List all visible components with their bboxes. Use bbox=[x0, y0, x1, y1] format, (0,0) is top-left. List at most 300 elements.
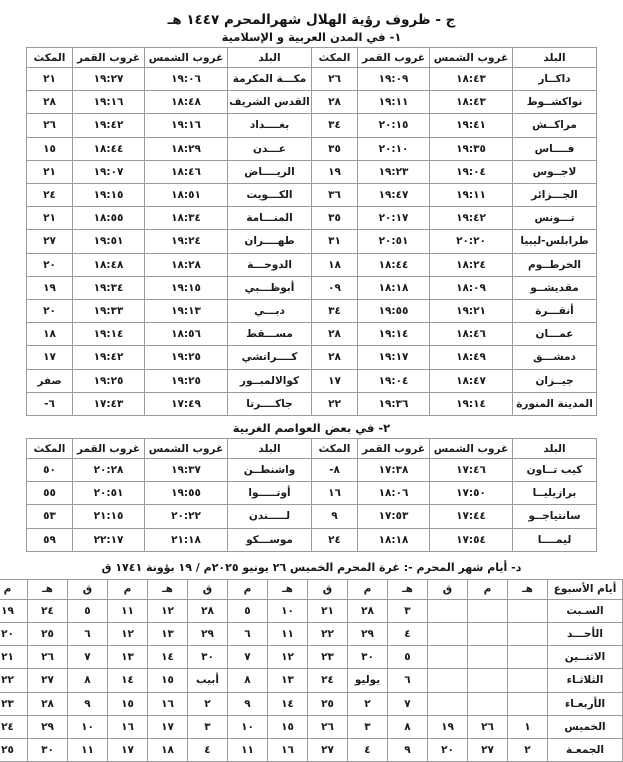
col-header-q-group-3: ق bbox=[188, 579, 228, 599]
section-d-title: د- أيام شهر المحرم -: غرة المحرم الخميس ٢٦ يونيو ٢٠٢٥م / ١٩ بؤونة ١٧٤١ ق bbox=[101, 560, 522, 574]
islamic-moonset-right: ١٩:٠٤ bbox=[358, 369, 430, 392]
table-row bbox=[0, 715, 623, 738]
islamic-sunset-left: ١٨:٥١ bbox=[145, 184, 228, 207]
islamic-stay-left: ٢١ bbox=[27, 160, 73, 183]
islamic-moonset-right: ١٩:١٤ bbox=[358, 323, 430, 346]
weekday-label: الجمعـة bbox=[548, 739, 623, 762]
day-cell-h-group-4: ١٦ bbox=[148, 692, 188, 715]
islamic-moonset-left: ١٩:١٤ bbox=[73, 323, 145, 346]
islamic-city-left: كوالالمبــور bbox=[228, 369, 312, 392]
table-row bbox=[27, 253, 597, 276]
day-cell-q-group-2: ٢٣ bbox=[308, 646, 348, 669]
day-cell-q-group-3: ٣ bbox=[188, 715, 228, 738]
islamic-stay-left: ٦- bbox=[27, 392, 73, 415]
islamic-moonset-right: ٢٠:١٥ bbox=[358, 114, 430, 137]
table-row bbox=[27, 482, 597, 505]
day-cell-m-group-2: ٣٠ bbox=[348, 646, 388, 669]
col-header-sunset-right: غروب الشمس bbox=[430, 439, 513, 459]
day-cell-q-group-3: ٢٨ bbox=[188, 599, 228, 622]
islamic-city-right: مقديشــو bbox=[513, 276, 597, 299]
table-row bbox=[27, 369, 597, 392]
western-stay-right: ٢٤ bbox=[312, 528, 358, 551]
table-header-row bbox=[27, 439, 597, 459]
islamic-stay-right: ٣٥ bbox=[312, 137, 358, 160]
col-header-stay-right: المكث bbox=[312, 48, 358, 68]
table-row bbox=[27, 505, 597, 528]
islamic-stay-right: ٣٥ bbox=[312, 207, 358, 230]
table-row bbox=[0, 692, 623, 715]
day-cell-m-group-1 bbox=[468, 692, 508, 715]
day-cell-m-group-1 bbox=[468, 623, 508, 646]
day-cell-m-group-2: ٢ bbox=[348, 692, 388, 715]
islamic-city-right: تـــونس bbox=[513, 207, 597, 230]
islamic-moonset-left: ١٧:٤٣ bbox=[73, 392, 145, 415]
islamic-moonset-left: ١٩:٢٧ bbox=[73, 68, 145, 91]
month-days-table bbox=[0, 579, 623, 762]
col-header-q-group-4: ق bbox=[68, 579, 108, 599]
western-sunset-left: ٢١:١٨ bbox=[145, 528, 228, 551]
islamic-cities-body bbox=[27, 68, 597, 416]
islamic-stay-left: صفر bbox=[27, 369, 73, 392]
day-cell-q-group-4: ٦ bbox=[68, 623, 108, 646]
day-cell-h-group-1 bbox=[508, 623, 548, 646]
islamic-stay-left: ٢١ bbox=[27, 68, 73, 91]
islamic-moonset-left: ١٩:٢٥ bbox=[73, 369, 145, 392]
islamic-moonset-right: ١٩:١٧ bbox=[358, 346, 430, 369]
weekday-label: الأربعـاء bbox=[548, 692, 623, 715]
col-header-stay-left: المكث bbox=[27, 439, 73, 459]
day-cell-h-group-5: ٣٠ bbox=[28, 739, 68, 762]
islamic-city-left: جاكــــرتا bbox=[228, 392, 312, 415]
islamic-city-left: الدوحـــة bbox=[228, 253, 312, 276]
western-city-right: كيب تــاون bbox=[513, 459, 597, 482]
islamic-stay-right: ٢٢ bbox=[312, 392, 358, 415]
col-header-moonset-left: غروب القمر bbox=[73, 48, 145, 68]
islamic-stay-left: ٢١ bbox=[27, 207, 73, 230]
table-row bbox=[27, 323, 597, 346]
islamic-stay-right: ٢٨ bbox=[312, 323, 358, 346]
day-cell-q-group-4: ٨ bbox=[68, 669, 108, 692]
islamic-city-right: نواكشــوط bbox=[513, 91, 597, 114]
day-cell-h-group-3: ١٣ bbox=[268, 669, 308, 692]
day-cell-q-group-3: ٢٩ bbox=[188, 623, 228, 646]
islamic-stay-left: ٢٧ bbox=[27, 230, 73, 253]
document-page bbox=[0, 12, 623, 757]
table-row bbox=[27, 392, 597, 415]
islamic-city-left: مكـــة المكرمة bbox=[228, 68, 312, 91]
col-header-m-group-4: م bbox=[108, 579, 148, 599]
day-cell-h-group-4: ١٤ bbox=[148, 646, 188, 669]
table-row bbox=[0, 669, 623, 692]
table-row bbox=[0, 599, 623, 622]
day-cell-m-group-4: ١٣ bbox=[108, 646, 148, 669]
section-1-title: ١- في المدن العربية و الإسلامية bbox=[221, 30, 402, 44]
day-cell-h-group-1 bbox=[508, 599, 548, 622]
day-cell-q-group-1 bbox=[428, 623, 468, 646]
western-sunset-left: ٢٠:٢٢ bbox=[145, 505, 228, 528]
islamic-stay-left: ١٩ bbox=[27, 276, 73, 299]
weekday-label: السـبت bbox=[548, 599, 623, 622]
day-cell-m-group-1 bbox=[468, 646, 508, 669]
islamic-sunset-right: ١٨:٤٦ bbox=[430, 323, 513, 346]
islamic-stay-right: ١٧ bbox=[312, 369, 358, 392]
day-cell-h-group-1: ١ bbox=[508, 715, 548, 738]
table-row bbox=[27, 68, 597, 91]
day-cell-q-group-1 bbox=[428, 692, 468, 715]
islamic-sunset-right: ١٩:٠٤ bbox=[430, 160, 513, 183]
page-title: ج - ظروف رؤية الهلال شهرالمحرم ١٤٤٧ هـ bbox=[167, 12, 456, 28]
islamic-moonset-right: ١٨:١٨ bbox=[358, 276, 430, 299]
day-cell-h-group-3: ١٥ bbox=[268, 715, 308, 738]
col-header-city-right: البلد bbox=[513, 439, 597, 459]
western-moonset-left: ٢٠:٢٨ bbox=[73, 459, 145, 482]
islamic-sunset-left: ١٩:٢٥ bbox=[145, 369, 228, 392]
western-stay-right: ١٦ bbox=[312, 482, 358, 505]
table-row bbox=[27, 184, 597, 207]
islamic-city-right: جيــزان bbox=[513, 369, 597, 392]
islamic-sunset-left: ١٩:١٥ bbox=[145, 276, 228, 299]
islamic-sunset-right: ١٩:٤٢ bbox=[430, 207, 513, 230]
islamic-stay-left: ١٥ bbox=[27, 137, 73, 160]
col-header-h-group-4: هـ bbox=[148, 579, 188, 599]
day-cell-m-group-1 bbox=[468, 669, 508, 692]
islamic-moonset-right: ١٩:٠٩ bbox=[358, 68, 430, 91]
islamic-stay-right: ١٩ bbox=[312, 160, 358, 183]
day-cell-h-group-5: ٢٩ bbox=[28, 715, 68, 738]
day-cell-h-group-2: ٨ bbox=[388, 715, 428, 738]
islamic-city-right: الجـــزائر bbox=[513, 184, 597, 207]
islamic-city-right: لاجــوس bbox=[513, 160, 597, 183]
islamic-city-right: داكــار bbox=[513, 68, 597, 91]
day-cell-h-group-4: ١٧ bbox=[148, 715, 188, 738]
col-header-city-left: البلد bbox=[228, 48, 312, 68]
western-cities-body bbox=[27, 459, 597, 552]
islamic-moonset-left: ١٩:٤٢ bbox=[73, 346, 145, 369]
islamic-sunset-left: ١٩:٠٦ bbox=[145, 68, 228, 91]
day-cell-h-group-4: ١٢ bbox=[148, 599, 188, 622]
islamic-stay-right: ٠٩ bbox=[312, 276, 358, 299]
day-cell-h-group-5: ٢٥ bbox=[28, 623, 68, 646]
islamic-moonset-right: ١٩:٢٣ bbox=[358, 160, 430, 183]
day-cell-m-group-4: ١٢ bbox=[108, 623, 148, 646]
col-header-weekday: أيام الأسبوع bbox=[548, 579, 623, 599]
western-city-left: موســـكو bbox=[228, 528, 312, 551]
day-cell-h-group-3: ١٦ bbox=[268, 739, 308, 762]
islamic-city-left: دبـــي bbox=[228, 300, 312, 323]
day-cell-m-group-5: ٢٠ bbox=[0, 623, 28, 646]
day-cell-h-group-5: ٢٨ bbox=[28, 692, 68, 715]
col-header-sunset-left: غروب الشمس bbox=[145, 48, 228, 68]
western-stay-right: ٩ bbox=[312, 505, 358, 528]
day-cell-q-group-3: ٤ bbox=[188, 739, 228, 762]
islamic-sunset-left: ١٩:٢٤ bbox=[145, 230, 228, 253]
table-row bbox=[0, 623, 623, 646]
col-header-city-left: البلد bbox=[228, 439, 312, 459]
day-cell-h-group-3: ١١ bbox=[268, 623, 308, 646]
western-moonset-right: ١٨:١٨ bbox=[358, 528, 430, 551]
islamic-sunset-right: ١٩:٣٥ bbox=[430, 137, 513, 160]
islamic-sunset-right: ١٩:٢١ bbox=[430, 300, 513, 323]
islamic-stay-right: ٢٨ bbox=[312, 91, 358, 114]
islamic-moonset-left: ١٨:٤٤ bbox=[73, 137, 145, 160]
islamic-stay-right: ٣٦ bbox=[312, 184, 358, 207]
islamic-moonset-left: ١٩:١٥ bbox=[73, 184, 145, 207]
western-city-left: واشنطــن bbox=[228, 459, 312, 482]
islamic-sunset-right: ١٩:١٤ bbox=[430, 392, 513, 415]
weekday-label: الثلاثـاء bbox=[548, 669, 623, 692]
western-sunset-right: ١٧:٥٤ bbox=[430, 528, 513, 551]
day-cell-h-group-1: ٢ bbox=[508, 739, 548, 762]
islamic-city-right: المدينة المنورة bbox=[513, 392, 597, 415]
day-cell-q-group-4: ٧ bbox=[68, 646, 108, 669]
day-cell-m-group-2: ٣ bbox=[348, 715, 388, 738]
day-cell-m-group-1: ٢٧ bbox=[468, 739, 508, 762]
western-sunset-left: ١٩:٥٥ bbox=[145, 482, 228, 505]
day-cell-m-group-2: ٤ bbox=[348, 739, 388, 762]
islamic-city-left: طهــــران bbox=[228, 230, 312, 253]
day-cell-q-group-2: ٢٧ bbox=[308, 739, 348, 762]
islamic-stay-right: ٣١ bbox=[312, 230, 358, 253]
western-moonset-left: ٢١:١٥ bbox=[73, 505, 145, 528]
western-stay-left: ٥٣ bbox=[27, 505, 73, 528]
day-cell-q-group-2: ٢٥ bbox=[308, 692, 348, 715]
day-cell-m-group-3: ٦ bbox=[228, 623, 268, 646]
day-cell-q-group-4: ١٠ bbox=[68, 715, 108, 738]
day-cell-m-group-4: ١١ bbox=[108, 599, 148, 622]
table-row bbox=[27, 459, 597, 482]
weekday-label: الاثنــين bbox=[548, 646, 623, 669]
day-cell-h-group-5: ٢٤ bbox=[28, 599, 68, 622]
day-cell-m-group-4: ١٥ bbox=[108, 692, 148, 715]
western-stay-left: ٥٩ bbox=[27, 528, 73, 551]
col-header-sunset-right: غروب الشمس bbox=[430, 48, 513, 68]
col-header-m-group-3: م bbox=[228, 579, 268, 599]
day-cell-m-group-2: يوليو bbox=[348, 669, 388, 692]
day-cell-m-group-3: ٩ bbox=[228, 692, 268, 715]
day-cell-q-group-1: ١٩ bbox=[428, 715, 468, 738]
islamic-city-right: فــــاس bbox=[513, 137, 597, 160]
islamic-moonset-left: ١٩:٣٤ bbox=[73, 276, 145, 299]
islamic-moonset-left: ١٩:١٦ bbox=[73, 91, 145, 114]
islamic-stay-left: ٢٨ bbox=[27, 91, 73, 114]
islamic-moonset-right: ٢٠:١٧ bbox=[358, 207, 430, 230]
day-cell-q-group-3: ٢ bbox=[188, 692, 228, 715]
day-cell-h-group-2: ٦ bbox=[388, 669, 428, 692]
islamic-sunset-left: ١٨:٢٨ bbox=[145, 253, 228, 276]
col-header-stay-left: المكث bbox=[27, 48, 73, 68]
day-cell-h-group-2: ٧ bbox=[388, 692, 428, 715]
islamic-sunset-right: ١٨:٢٤ bbox=[430, 253, 513, 276]
islamic-city-left: كــــراتشي bbox=[228, 346, 312, 369]
islamic-city-left: المنـــامة bbox=[228, 207, 312, 230]
islamic-sunset-left: ١٨:٤٨ bbox=[145, 91, 228, 114]
islamic-moonset-right: ١٩:٤٧ bbox=[358, 184, 430, 207]
islamic-moonset-right: ١٩:٣٦ bbox=[358, 392, 430, 415]
islamic-moonset-left: ١٨:٤٨ bbox=[73, 253, 145, 276]
day-cell-h-group-4: ١٥ bbox=[148, 669, 188, 692]
day-cell-m-group-4: ١٦ bbox=[108, 715, 148, 738]
day-cell-h-group-1 bbox=[508, 669, 548, 692]
day-cell-m-group-5: ٢٤ bbox=[0, 715, 28, 738]
islamic-city-right: مراكــش bbox=[513, 114, 597, 137]
islamic-city-left: مســـقط bbox=[228, 323, 312, 346]
day-cell-h-group-3: ١٢ bbox=[268, 646, 308, 669]
day-cell-q-group-1 bbox=[428, 669, 468, 692]
islamic-city-right: دمشـــق bbox=[513, 346, 597, 369]
day-cell-q-group-3: ٣٠ bbox=[188, 646, 228, 669]
day-cell-h-group-2: ٣ bbox=[388, 599, 428, 622]
day-cell-h-group-1 bbox=[508, 646, 548, 669]
day-cell-q-group-1: ٢٠ bbox=[428, 739, 468, 762]
islamic-city-left: عـــدن bbox=[228, 137, 312, 160]
islamic-stay-right: ٣٤ bbox=[312, 300, 358, 323]
table-row bbox=[27, 91, 597, 114]
col-header-m-group-1: م bbox=[468, 579, 508, 599]
table-row bbox=[27, 230, 597, 253]
islamic-sunset-left: ١٨:٥٦ bbox=[145, 323, 228, 346]
day-cell-m-group-1 bbox=[468, 599, 508, 622]
day-cell-h-group-2: ٩ bbox=[388, 739, 428, 762]
islamic-moonset-left: ١٩:٥١ bbox=[73, 230, 145, 253]
islamic-sunset-right: ١٨:٠٩ bbox=[430, 276, 513, 299]
western-city-right: برازيليــا bbox=[513, 482, 597, 505]
table-row bbox=[27, 528, 597, 551]
islamic-cities-table bbox=[26, 47, 597, 416]
day-cell-h-group-1 bbox=[508, 692, 548, 715]
western-moonset-left: ٢٢:١٧ bbox=[73, 528, 145, 551]
islamic-stay-left: ٢٦ bbox=[27, 114, 73, 137]
western-stay-left: ٥٥ bbox=[27, 482, 73, 505]
col-header-moonset-right: غروب القمر bbox=[358, 48, 430, 68]
islamic-stay-right: ٢٦ bbox=[312, 68, 358, 91]
col-header-sunset-left: غروب الشمس bbox=[145, 439, 228, 459]
islamic-sunset-left: ١٨:٤٦ bbox=[145, 160, 228, 183]
islamic-city-left: القدس الشريف bbox=[228, 91, 312, 114]
day-cell-m-group-3: ١١ bbox=[228, 739, 268, 762]
col-header-h-group-1: هـ bbox=[508, 579, 548, 599]
islamic-city-left: الكـــويت bbox=[228, 184, 312, 207]
table-row bbox=[27, 114, 597, 137]
islamic-city-left: بغــــداد bbox=[228, 114, 312, 137]
day-cell-m-group-2: ٢٨ bbox=[348, 599, 388, 622]
day-cell-q-group-2: ٢٦ bbox=[308, 715, 348, 738]
day-cell-m-group-4: ١٤ bbox=[108, 669, 148, 692]
islamic-sunset-right: ١٨:٤٩ bbox=[430, 346, 513, 369]
islamic-stay-left: ٢٠ bbox=[27, 300, 73, 323]
islamic-stay-right: ٣٤ bbox=[312, 114, 358, 137]
day-cell-h-group-4: ١٨ bbox=[148, 739, 188, 762]
col-header-m-group-5: م bbox=[0, 579, 28, 599]
western-city-left: أوتـــــوا bbox=[228, 482, 312, 505]
table-row bbox=[27, 276, 597, 299]
day-cell-m-group-5: ٢١ bbox=[0, 646, 28, 669]
table-row bbox=[27, 346, 597, 369]
islamic-moonset-left: ١٩:٤٢ bbox=[73, 114, 145, 137]
islamic-moonset-right: ٢٠:١٠ bbox=[358, 137, 430, 160]
western-city-right: سانتياجــو bbox=[513, 505, 597, 528]
western-sunset-right: ١٧:٤٤ bbox=[430, 505, 513, 528]
islamic-sunset-left: ١٩:٢٥ bbox=[145, 346, 228, 369]
islamic-stay-left: ١٧ bbox=[27, 346, 73, 369]
day-cell-h-group-5: ٢٦ bbox=[28, 646, 68, 669]
islamic-city-right: عمـــان bbox=[513, 323, 597, 346]
day-cell-q-group-1 bbox=[428, 646, 468, 669]
table-row bbox=[27, 160, 597, 183]
col-header-q-group-2: ق bbox=[308, 579, 348, 599]
col-header-h-group-3: هـ bbox=[268, 579, 308, 599]
islamic-sunset-right: ١٩:١١ bbox=[430, 184, 513, 207]
weekday-label: الأحـــد bbox=[548, 623, 623, 646]
western-city-right: ليمــــا bbox=[513, 528, 597, 551]
western-stay-right: ٨- bbox=[312, 459, 358, 482]
western-city-left: لـــــندن bbox=[228, 505, 312, 528]
days-header-row bbox=[0, 579, 623, 599]
day-cell-q-group-2: ٢٤ bbox=[308, 669, 348, 692]
section-2-title: ٢- في بعض العواصم الغربية bbox=[232, 421, 391, 436]
day-cell-q-group-4: ٩ bbox=[68, 692, 108, 715]
day-cell-m-group-2: ٢٩ bbox=[348, 623, 388, 646]
table-row bbox=[0, 646, 623, 669]
islamic-stay-left: ١٨ bbox=[27, 323, 73, 346]
day-cell-q-group-3: أبيب bbox=[188, 669, 228, 692]
islamic-sunset-left: ١٨:٢٩ bbox=[145, 137, 228, 160]
islamic-stay-left: ٢٤ bbox=[27, 184, 73, 207]
day-cell-q-group-2: ٢٢ bbox=[308, 623, 348, 646]
day-cell-h-group-2: ٥ bbox=[388, 646, 428, 669]
islamic-sunset-left: ١٩:١٦ bbox=[145, 114, 228, 137]
day-cell-m-group-5: ١٩ bbox=[0, 599, 28, 622]
western-moonset-left: ٢٠:٥١ bbox=[73, 482, 145, 505]
western-moonset-right: ١٨:٠٦ bbox=[358, 482, 430, 505]
islamic-sunset-left: ١٩:١٣ bbox=[145, 300, 228, 323]
day-cell-m-group-3: ٥ bbox=[228, 599, 268, 622]
day-cell-m-group-3: ٧ bbox=[228, 646, 268, 669]
day-cell-h-group-3: ١٠ bbox=[268, 599, 308, 622]
western-cities-table bbox=[26, 438, 597, 552]
islamic-sunset-left: ١٨:٣٤ bbox=[145, 207, 228, 230]
western-sunset-right: ١٧:٤٦ bbox=[430, 459, 513, 482]
islamic-sunset-right: ٢٠:٢٠ bbox=[430, 230, 513, 253]
day-cell-m-group-3: ١٠ bbox=[228, 715, 268, 738]
islamic-moonset-right: ١٩:٥٥ bbox=[358, 300, 430, 323]
col-header-moonset-right: غروب القمر bbox=[358, 439, 430, 459]
islamic-sunset-right: ١٨:٤٣ bbox=[430, 68, 513, 91]
western-moonset-right: ١٧:٥٣ bbox=[358, 505, 430, 528]
islamic-sunset-right: ١٨:٤٧ bbox=[430, 369, 513, 392]
col-header-h-group-5: هـ bbox=[28, 579, 68, 599]
table-header-row bbox=[27, 48, 597, 68]
islamic-moonset-right: ١٨:٤٤ bbox=[358, 253, 430, 276]
islamic-sunset-right: ١٩:٤١ bbox=[430, 114, 513, 137]
day-cell-m-group-5: ٢٢ bbox=[0, 669, 28, 692]
day-cell-q-group-1 bbox=[428, 599, 468, 622]
table-row bbox=[27, 207, 597, 230]
islamic-stay-left: ٢٠ bbox=[27, 253, 73, 276]
islamic-moonset-right: ١٩:١١ bbox=[358, 91, 430, 114]
col-header-h-group-2: هـ bbox=[388, 579, 428, 599]
islamic-stay-right: ٢٨ bbox=[312, 346, 358, 369]
islamic-city-right: طرابلس-ليبيا bbox=[513, 230, 597, 253]
month-days-body bbox=[0, 599, 623, 761]
day-cell-q-group-4: ٥ bbox=[68, 599, 108, 622]
islamic-city-left: الريــــاض bbox=[228, 160, 312, 183]
day-cell-q-group-2: ٢١ bbox=[308, 599, 348, 622]
western-sunset-left: ١٩:٣٧ bbox=[145, 459, 228, 482]
weekday-label: الخميس bbox=[548, 715, 623, 738]
islamic-moonset-left: ١٩:٣٣ bbox=[73, 300, 145, 323]
day-cell-m-group-5: ٢٥ bbox=[0, 739, 28, 762]
islamic-city-right: الخرطــوم bbox=[513, 253, 597, 276]
